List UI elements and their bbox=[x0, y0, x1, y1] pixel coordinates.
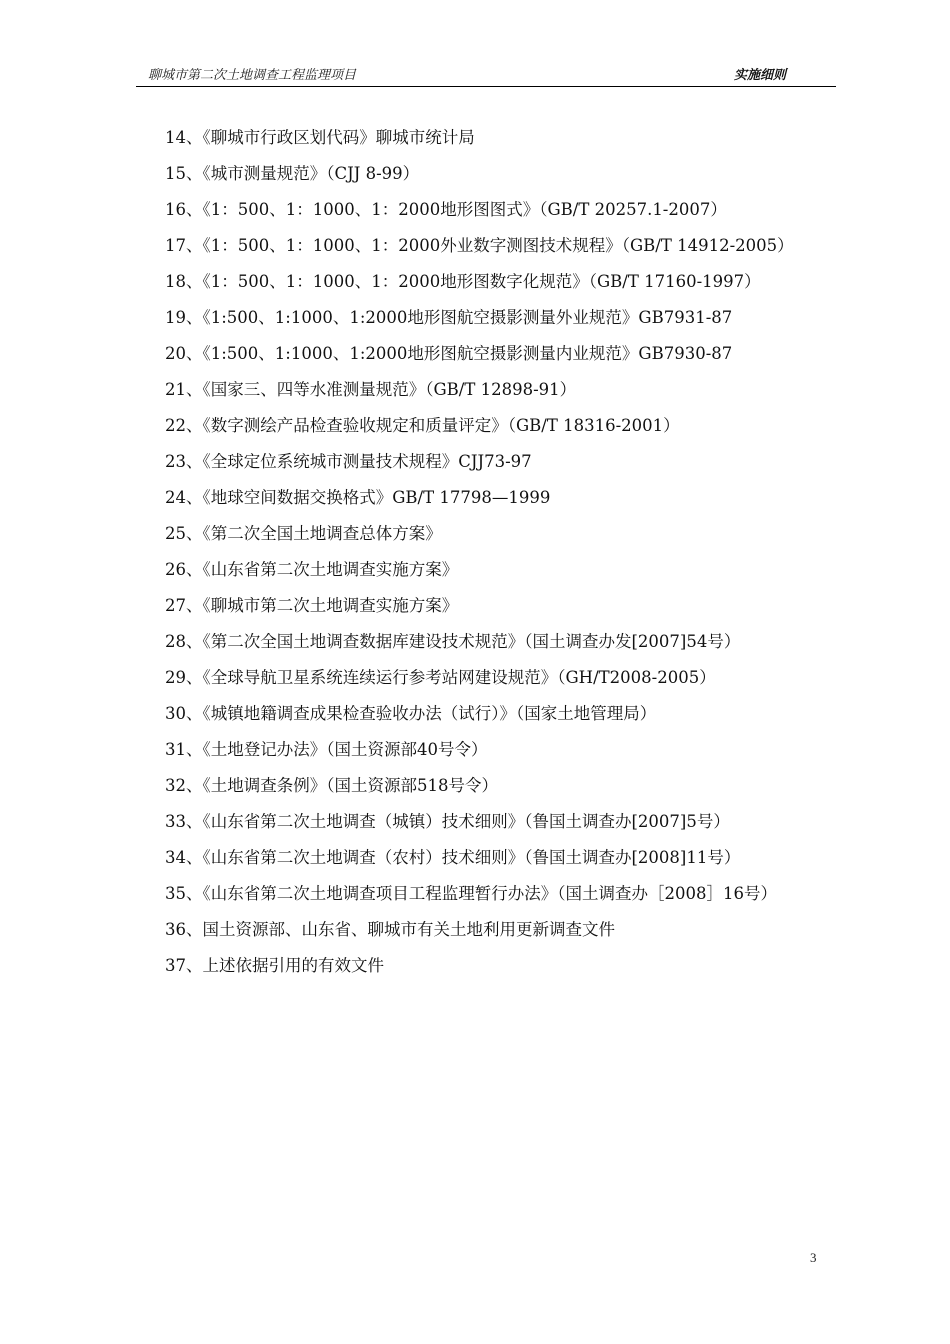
list-item: 16、《1：500、1：1000、1：2000地形图图式》（GB/T 20257.1-2007） bbox=[165, 200, 727, 219]
list-item: 28、《第二次全国土地调查数据库建设技术规范》（国土调查办发[2007]54号） bbox=[165, 632, 741, 651]
list-item: 19、《1:500、1:1000、1:2000地形图航空摄影测量外业规范》GB7931-87 bbox=[165, 308, 733, 327]
list-item: 22、《数字测绘产品检查验收规定和质量评定》（GB/T 18316-2001） bbox=[165, 416, 680, 435]
list-item: 23、《全球定位系统城市测量技术规程》CJJ73-97 bbox=[165, 452, 532, 471]
list-item: 18、《1：500、1：1000、1：2000地形图数字化规范》（GB/T 17160-1997） bbox=[165, 272, 761, 291]
list-item: 24、《地球空间数据交换格式》GB/T 17798—1999 bbox=[165, 488, 551, 507]
list-item: 26、《山东省第二次土地调查实施方案》 bbox=[165, 560, 459, 579]
list-item: 34、《山东省第二次土地调查（农村）技术细则》（鲁国土调查办[2008]11号） bbox=[165, 848, 741, 867]
reference-list bbox=[136, 120, 840, 984]
list-item: 32、《土地调查条例》（国土资源部518号令） bbox=[165, 776, 498, 795]
list-item: 27、《聊城市第二次土地调查实施方案》 bbox=[165, 596, 459, 615]
list-item: 14、《聊城市行政区划代码》聊城市统计局 bbox=[165, 128, 475, 147]
list-item: 37、上述依据引用的有效文件 bbox=[165, 956, 384, 975]
header-section-title: 实施细则 bbox=[733, 68, 786, 83]
list-item: 17、《1：500、1：1000、1：2000外业数字测图技术规程》（GB/T 14912-2005） bbox=[165, 236, 794, 255]
list-item: 25、《第二次全国土地调查总体方案》 bbox=[165, 524, 442, 543]
list-item: 33、《山东省第二次土地调查（城镇）技术细则》（鲁国土调查办[2007]5号） bbox=[165, 812, 730, 831]
list-item: 35、《山东省第二次土地调查项目工程监理暂行办法》（国土调查办［2008］16号） bbox=[165, 884, 777, 903]
header-project-title: 聊城市第二次土地调查工程监理项目 bbox=[148, 68, 357, 83]
list-item: 36、国土资源部、山东省、聊城市有关土地利用更新调查文件 bbox=[165, 920, 615, 939]
list-item: 29、《全球导航卫星系统连续运行参考站网建设规范》（GH/T2008-2005） bbox=[165, 668, 716, 687]
page-number: 3 bbox=[810, 1250, 817, 1265]
list-item: 30、《城镇地籍调查成果检查验收办法（试行）》（国家土地管理局） bbox=[165, 704, 657, 723]
list-item: 20、《1:500、1:1000、1:2000地形图航空摄影测量内业规范》GB7930-87 bbox=[165, 344, 733, 363]
list-item: 21、《国家三、四等水准测量规范》（GB/T 12898-91） bbox=[165, 380, 577, 399]
page-header bbox=[136, 66, 836, 87]
list-item: 31、《土地登记办法》（国土资源部40号令） bbox=[165, 740, 488, 759]
list-item: 15、《城市测量规范》（CJJ 8-99） bbox=[165, 164, 420, 183]
